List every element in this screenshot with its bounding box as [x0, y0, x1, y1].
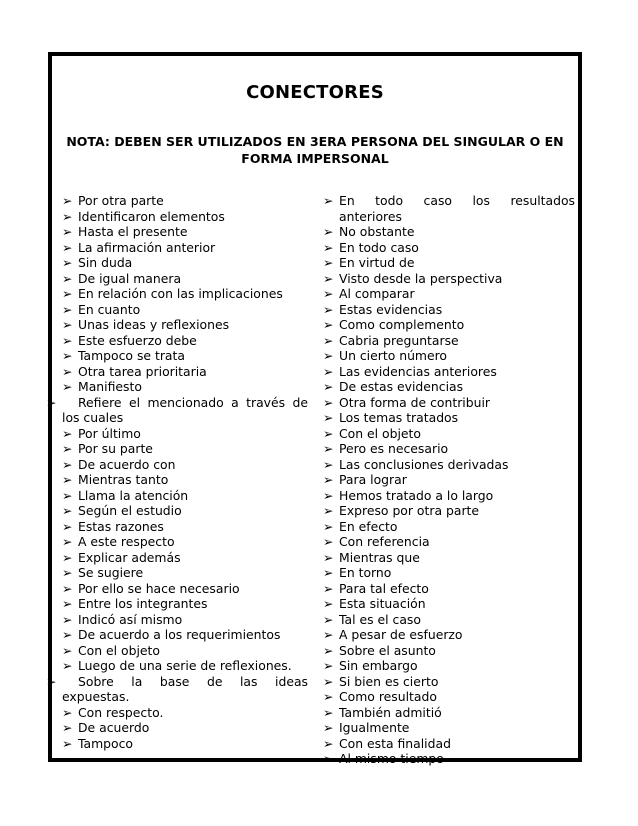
arrow-bullet-icon: ➢: [62, 565, 73, 580]
connector-item: [323, 689, 575, 705]
connector-item: [323, 596, 575, 612]
arrow-bullet-icon: ➢: [323, 503, 334, 518]
connector-label: Estas razones: [78, 518, 164, 534]
arrow-bullet-icon: ➢: [62, 224, 73, 239]
connector-item: [323, 658, 575, 674]
arrow-bullet-icon: ➢: [323, 596, 334, 611]
connector-item: [323, 488, 575, 504]
connector-item: [62, 441, 308, 457]
connector-label: Mientras tanto: [78, 472, 169, 487]
connector-label: Otra tarea prioritaria: [78, 363, 207, 379]
arrow-bullet-icon: ➢: [62, 441, 73, 456]
connector-item: [62, 643, 308, 659]
connector-item: [62, 255, 308, 271]
connector-item: [323, 255, 575, 271]
arrow-bullet-icon: ➢: [62, 379, 73, 394]
connector-label: Con respecto.: [78, 704, 164, 720]
connector-label: De estas evidencias: [339, 379, 464, 394]
connector-label: De acuerdo con: [78, 456, 176, 472]
connector-label: Hemos tratado a lo largo: [339, 487, 494, 503]
connector-item: [323, 240, 575, 256]
note-text: NOTA: DEBEN SER UTILIZADOS EN 3ERA PERSONA DEL SINGULAR O EN FORMA IMPERSONAL: [66, 134, 564, 166]
connector-label: Sobre la base de las ideas expuestas.: [62, 673, 308, 704]
arrow-bullet-icon: ➢: [323, 394, 334, 410]
connector-label: Por su parte: [78, 441, 153, 456]
connector-item: [62, 550, 308, 566]
arrow-bullet-icon: ➢: [323, 472, 334, 487]
connector-label: Tampoco se trata: [78, 348, 185, 363]
page-title: CONECTORES: [246, 82, 384, 103]
arrow-bullet-icon: ➢: [62, 627, 73, 642]
connector-item: [323, 348, 575, 364]
connector-label: Refiere el mencionado a través de los cuales: [62, 394, 308, 425]
connector-item: [62, 240, 308, 256]
arrow-bullet-icon: ➢: [323, 425, 334, 441]
connector-item: [323, 643, 575, 659]
arrow-bullet-icon: ➢: [62, 255, 73, 270]
connector-item: [323, 612, 575, 628]
connector-label: Mientras que: [339, 549, 420, 565]
connector-label: En virtud de: [339, 255, 415, 270]
connector-label: Cabria preguntarse: [339, 332, 459, 348]
connector-label: Indicó así mismo: [78, 611, 183, 627]
connector-item: [62, 736, 308, 752]
arrow-bullet-icon: ➢: [323, 565, 334, 580]
connector-item: [323, 364, 575, 380]
connector-label: Las conclusiones derivadas: [339, 456, 509, 472]
connector-item: [62, 302, 308, 318]
arrow-bullet-icon: ➢: [62, 286, 73, 301]
arrow-bullet-icon: ➢: [62, 596, 73, 611]
arrow-bullet-icon: ➢: [323, 735, 334, 751]
connector-label: Unas ideas y reflexiones: [78, 317, 230, 332]
connector-item: [323, 379, 575, 395]
connector-item: [323, 705, 575, 721]
arrow-bullet-icon: ➢: [62, 611, 73, 627]
connector-item: [323, 720, 575, 736]
connector-item: [62, 472, 308, 488]
connector-item: [323, 565, 575, 581]
connector-item: [323, 302, 575, 318]
arrow-bullet-icon: ➢: [323, 704, 334, 720]
connector-label: Con el objeto: [78, 642, 160, 658]
connector-label: Según el estudio: [78, 503, 182, 518]
connector-item: [62, 364, 308, 380]
arrow-bullet-icon: ➢: [62, 239, 73, 255]
connector-label: En torno: [339, 565, 392, 580]
arrow-bullet-icon: ➢: [62, 317, 73, 332]
arrow-bullet-icon: ➢: [62, 208, 73, 224]
arrow-bullet-icon: ➢: [323, 379, 334, 394]
arrow-bullet-icon: ➢: [62, 193, 73, 208]
arrow-bullet-icon: ➢: [62, 487, 73, 503]
arrow-bullet-icon: ➢: [323, 487, 334, 503]
connector-label: Con el objeto: [339, 425, 421, 441]
connector-label: Pero es necesario: [339, 441, 449, 456]
connector-label: Luego de una serie de reflexiones.: [78, 658, 292, 673]
connector-label: Con referencia: [339, 534, 430, 549]
connector-label: Esta situación: [339, 596, 426, 611]
arrow-bullet-icon: ➢: [323, 642, 334, 658]
connector-item: [323, 519, 575, 535]
connector-label: También admitió: [339, 704, 442, 720]
arrow-bullet-icon: ➢: [62, 456, 73, 472]
connector-item: [62, 720, 308, 736]
connector-label: La afirmación anterior: [78, 239, 216, 255]
connector-label: En relación con las implicaciones: [78, 286, 283, 301]
connector-label: Sin duda: [78, 255, 133, 270]
connector-label: Expreso por otra parte: [339, 503, 480, 518]
connector-item: [62, 581, 308, 597]
connector-label: De acuerdo: [78, 720, 150, 735]
connector-item: [62, 193, 308, 209]
arrow-bullet-icon: ➢: [62, 534, 73, 549]
arrow-bullet-icon: ➢: [323, 611, 334, 627]
connector-label: A pesar de esfuerzo: [339, 627, 463, 642]
arrow-bullet-icon: ➢: [323, 317, 334, 332]
connector-label: Si bien es cierto: [339, 673, 439, 689]
arrow-bullet-icon: ➢: [62, 735, 73, 751]
arrow-bullet-icon: ➢: [46, 394, 57, 410]
arrow-bullet-icon: ➢: [62, 425, 73, 441]
arrow-bullet-icon: ➢: [323, 332, 334, 348]
connector-item: [323, 550, 575, 566]
connector-label: Las evidencias anteriores: [339, 363, 497, 379]
arrow-bullet-icon: ➢: [323, 270, 334, 286]
arrow-bullet-icon: ➢: [62, 348, 73, 363]
connector-item: [323, 457, 575, 473]
arrow-bullet-icon: ➢: [323, 751, 334, 766]
connector-item: [323, 286, 575, 302]
arrow-bullet-icon: ➢: [62, 270, 73, 286]
connector-item: [323, 534, 575, 550]
arrow-bullet-icon: ➢: [62, 332, 73, 348]
connector-item: [62, 209, 308, 225]
connector-item: [62, 596, 308, 612]
document-frame: [46, 52, 582, 766]
connector-label: No obstante: [339, 224, 415, 239]
connector-item: [323, 426, 575, 442]
connector-item: [323, 193, 575, 224]
connector-label: En todo caso los resultados anteriores: [339, 193, 575, 224]
arrow-bullet-icon: ➢: [323, 410, 334, 425]
arrow-bullet-icon: ➢: [62, 658, 73, 673]
connector-label: Manifiesto: [78, 379, 142, 394]
connector-item: [323, 333, 575, 349]
arrow-bullet-icon: ➢: [323, 255, 334, 270]
connector-label: Por ello se hace necesario: [78, 580, 240, 596]
arrow-bullet-icon: ➢: [62, 720, 73, 735]
connector-item: [323, 317, 575, 333]
connector-label: Como resultado: [339, 689, 437, 704]
connector-label: Sin embargo: [339, 658, 418, 673]
connector-item: [323, 441, 575, 457]
connector-item: [323, 395, 575, 411]
connector-label: Estas evidencias: [339, 301, 443, 317]
connector-label: De acuerdo a los requerimientos: [78, 627, 281, 642]
arrow-bullet-icon: ➢: [62, 549, 73, 565]
arrow-bullet-icon: ➢: [323, 580, 334, 596]
arrow-bullet-icon: ➢: [323, 673, 334, 689]
connector-label: Sobre el asunto: [339, 642, 436, 658]
connector-label: En efecto: [339, 518, 398, 534]
connector-label: Igualmente: [339, 720, 410, 735]
arrow-bullet-icon: ➢: [46, 673, 57, 689]
connector-item: [323, 627, 575, 643]
connector-item: [323, 410, 575, 426]
connector-label: Por otra parte: [78, 193, 164, 208]
connector-item: [62, 348, 308, 364]
connector-item: [323, 271, 575, 287]
left-connector-list: [46, 193, 308, 751]
arrow-bullet-icon: ➢: [62, 704, 73, 720]
connector-label: Llama la atención: [78, 487, 189, 503]
arrow-bullet-icon: ➢: [62, 503, 73, 518]
connector-label: Tal es el caso: [339, 611, 421, 627]
connector-item: [62, 503, 308, 519]
connector-item: [62, 317, 308, 333]
connector-item: [62, 488, 308, 504]
arrow-bullet-icon: ➢: [323, 239, 334, 255]
connector-label: En todo caso: [339, 239, 419, 255]
connector-item: [62, 612, 308, 628]
connector-label: Para tal efecto: [339, 580, 429, 596]
connector-item: [62, 705, 308, 721]
arrow-bullet-icon: ➢: [323, 518, 334, 534]
arrow-bullet-icon: ➢: [323, 348, 334, 363]
arrow-bullet-icon: ➢: [323, 224, 334, 239]
connector-label: Hasta el presente: [78, 224, 188, 239]
connector-item: [323, 751, 575, 767]
arrow-bullet-icon: ➢: [323, 456, 334, 472]
arrow-bullet-icon: ➢: [323, 689, 334, 704]
connector-label: Con esta finalidad: [339, 735, 451, 751]
arrow-bullet-icon: ➢: [323, 301, 334, 317]
right-connector-list: [323, 193, 575, 767]
connector-item: [62, 565, 308, 581]
connector-label: Como complemento: [339, 317, 465, 332]
connector-label: En cuanto: [78, 301, 141, 317]
arrow-bullet-icon: ➢: [323, 720, 334, 735]
connector-item: [323, 581, 575, 597]
arrow-bullet-icon: ➢: [323, 627, 334, 642]
connector-label: Visto desde la perspectiva: [339, 270, 503, 286]
arrow-bullet-icon: ➢: [323, 549, 334, 565]
connector-label: Un cierto número: [339, 348, 448, 363]
arrow-bullet-icon: ➢: [323, 363, 334, 379]
connector-item: [62, 658, 308, 674]
connector-item: [46, 673, 308, 705]
arrow-bullet-icon: ➢: [323, 534, 334, 549]
arrow-bullet-icon: ➢: [62, 518, 73, 534]
arrow-bullet-icon: ➢: [323, 658, 334, 673]
connector-label: De igual manera: [78, 270, 182, 286]
connector-label: Al comparar: [339, 286, 415, 301]
arrow-bullet-icon: ➢: [62, 363, 73, 379]
arrow-bullet-icon: ➢: [62, 472, 73, 487]
connector-item: [62, 224, 308, 240]
connector-item: [62, 534, 308, 550]
connector-item: [62, 379, 308, 395]
arrow-bullet-icon: ➢: [62, 642, 73, 658]
connector-item: [62, 627, 308, 643]
connector-item: [323, 224, 575, 240]
connector-label: Por último: [78, 425, 141, 441]
connector-item: [62, 286, 308, 302]
connector-label: Los temas tratados: [339, 410, 459, 425]
connector-item: [323, 674, 575, 690]
connector-label: Entre los integrantes: [78, 596, 208, 611]
connector-label: A este respecto: [78, 534, 175, 549]
connector-label: Otra forma de contribuir: [339, 394, 490, 410]
connector-label: Al mismo tiempo: [339, 751, 444, 766]
connector-item: [62, 333, 308, 349]
connector-item: [62, 457, 308, 473]
arrow-bullet-icon: ➢: [323, 441, 334, 456]
connector-item: [62, 426, 308, 442]
connector-label: Para lograr: [339, 472, 407, 487]
connector-item: [46, 394, 308, 426]
connector-item: [323, 472, 575, 488]
connector-label: Identificaron elementos: [78, 208, 225, 224]
connector-label: Este esfuerzo debe: [78, 332, 197, 348]
connector-item: [62, 519, 308, 535]
connector-item: [323, 736, 575, 752]
connector-label: Se sugiere: [78, 565, 144, 580]
connector-label: Tampoco: [78, 735, 134, 751]
connector-item: [62, 271, 308, 287]
arrow-bullet-icon: ➢: [323, 286, 334, 301]
arrow-bullet-icon: ➢: [62, 580, 73, 596]
connector-label: Explicar además: [78, 549, 181, 565]
arrow-bullet-icon: ➢: [62, 301, 73, 317]
arrow-bullet-icon: ➢: [323, 193, 334, 208]
connector-item: [323, 503, 575, 519]
